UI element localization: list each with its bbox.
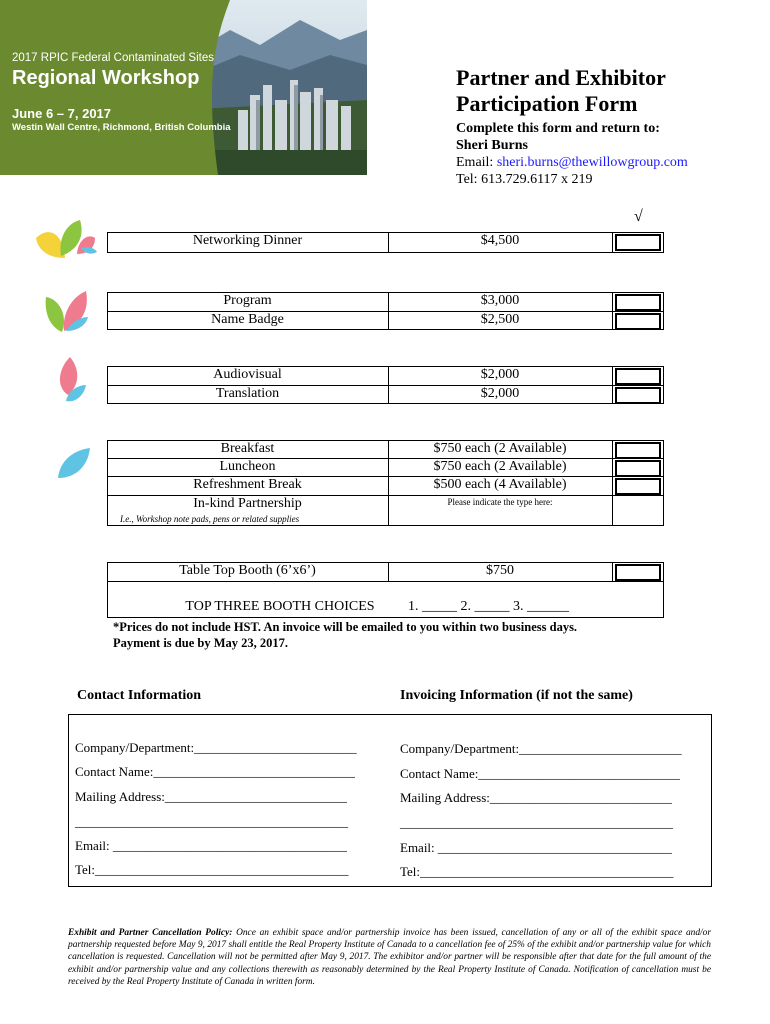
policy-label: Exhibit and Partner Cancellation Policy: bbox=[68, 928, 233, 938]
contact-email-link[interactable]: sheri.burns@thewillowgroup.com bbox=[496, 155, 688, 170]
inkind-example: I.e., Workshop note pads, pens or related supplies bbox=[120, 514, 300, 524]
booth-choices-label: TOP THREE BOOTH CHOICES bbox=[185, 599, 375, 614]
form-title-line2: Participation Form bbox=[456, 91, 638, 116]
networking-dinner-label: Networking Dinner bbox=[192, 233, 303, 248]
refreshment-price: $500 each (4 Available) bbox=[433, 477, 567, 492]
contact-email-field[interactable]: Email: ____________________________________ bbox=[75, 838, 347, 853]
breakfast-price: $750 each (2 Available) bbox=[433, 441, 567, 456]
banner-event-venue: Westin Wall Centre, Richmond, British Columbia bbox=[12, 122, 231, 133]
invoice-email-field[interactable]: Email: ____________________________________ bbox=[400, 840, 672, 855]
divider bbox=[612, 366, 613, 404]
name-badge-price: $2,500 bbox=[480, 312, 520, 327]
contact-address-line2-field[interactable]: __________________________________________ bbox=[75, 814, 348, 829]
divider bbox=[612, 232, 613, 253]
contact-company-field[interactable]: Company/Department:_________________________ bbox=[75, 740, 357, 755]
return-instruction: Complete this form and return to: bbox=[456, 121, 660, 136]
networking-dinner-price: $4,500 bbox=[480, 233, 520, 248]
leaf-pink-blue-icon bbox=[52, 355, 88, 405]
luncheon-price: $750 each (2 Available) bbox=[433, 459, 567, 474]
divider bbox=[107, 581, 664, 582]
name-badge-label: Name Badge bbox=[211, 312, 284, 327]
check-column-mark: √ bbox=[634, 208, 643, 225]
invoice-address-line2-field[interactable]: __________________________________________ bbox=[400, 815, 673, 830]
invoice-address-field[interactable]: Mailing Address:____________________________ bbox=[400, 790, 672, 805]
inkind-label: In-kind Partnership bbox=[193, 496, 302, 511]
email-label: Email: bbox=[456, 155, 497, 170]
contact-person: Sheri Burns bbox=[456, 138, 528, 153]
contact-tel-field[interactable]: Tel:_______________________________________ bbox=[75, 862, 349, 877]
inkind-note: Please indicate the type here: bbox=[447, 497, 553, 507]
banner-event-line: 2017 RPIC Federal Contaminated Sites bbox=[12, 52, 214, 64]
luncheon-checkbox[interactable] bbox=[615, 460, 661, 477]
contact-info-heading: Contact Information bbox=[77, 688, 202, 703]
hst-note: *Prices do not include HST. An invoice will be emailed to you within two business days. bbox=[113, 620, 578, 634]
contact-tel: Tel: 613.729.6117 x 219 bbox=[456, 172, 593, 187]
networking-dinner-checkbox[interactable] bbox=[615, 234, 661, 251]
refreshment-checkbox[interactable] bbox=[615, 478, 661, 495]
invoice-tel-field[interactable]: Tel:_______________________________________ bbox=[400, 864, 674, 879]
booth-checkbox[interactable] bbox=[615, 564, 661, 581]
invoice-name-field[interactable]: Contact Name:_______________________________ bbox=[400, 766, 680, 781]
program-checkbox[interactable] bbox=[615, 294, 661, 311]
cancellation-policy bbox=[68, 927, 711, 988]
workshop-banner bbox=[0, 0, 367, 175]
refreshment-label: Refreshment Break bbox=[193, 477, 302, 492]
contact-address-field[interactable]: Mailing Address:____________________________ bbox=[75, 789, 347, 804]
translation-label: Translation bbox=[215, 386, 280, 401]
audiovisual-label: Audiovisual bbox=[213, 367, 282, 382]
name-badge-checkbox[interactable] bbox=[615, 313, 661, 330]
leaf-pair-icon bbox=[42, 287, 90, 333]
breakfast-checkbox[interactable] bbox=[615, 442, 661, 459]
contact-email-line bbox=[456, 154, 688, 171]
banner-event-dates: June 6 – 7, 2017 bbox=[12, 106, 112, 121]
invoice-company-field[interactable]: Company/Department:_________________________ bbox=[400, 741, 682, 756]
program-label: Program bbox=[223, 293, 272, 308]
breakfast-label: Breakfast bbox=[220, 441, 275, 456]
luncheon-label: Luncheon bbox=[219, 459, 276, 474]
audiovisual-checkbox[interactable] bbox=[615, 368, 661, 385]
audiovisual-price: $2,000 bbox=[480, 367, 520, 382]
form-title-line1: Partner and Exhibitor bbox=[456, 65, 666, 90]
booth-price: $750 bbox=[486, 563, 514, 578]
translation-price: $2,000 bbox=[480, 386, 520, 401]
leaf-cluster-icon bbox=[33, 218, 99, 260]
divider bbox=[612, 562, 613, 581]
policy-text: Once an exhibit space and/or partnership invoice has been issued, cancellation of any or all of the exhibit space and/or partnership requested before May 9, 2017 shall entitle the Real Property Institute of Canada to a cancellation fee of 25% of the exhibit and/or partnership value for which cancellation is requested. Cancellation will not be permitted after May 9, 2017. The exhibitor and/or partner will be responsible after that date for the full amount of the exhibit and/or partnership value and any collections therewith as reasonably determined by the Real Property Institute of Canada. Notification of cancellation must be received by the Real Property Institute of Canada in written form. bbox=[68, 928, 711, 987]
translation-checkbox[interactable] bbox=[615, 387, 661, 404]
program-price: $3,000 bbox=[480, 293, 520, 308]
leaf-blue-icon bbox=[56, 446, 92, 482]
payment-due-note: Payment is due by May 23, 2017. bbox=[113, 636, 288, 650]
invoicing-info-heading: Invoicing Information (if not the same) bbox=[400, 688, 633, 703]
booth-label: Table Top Booth (6’x6’) bbox=[179, 563, 316, 578]
booth-choices-fields[interactable]: 1. _____ 2. _____ 3. ______ bbox=[408, 599, 569, 614]
divider bbox=[612, 292, 613, 330]
banner-event-title: Regional Workshop bbox=[12, 67, 200, 89]
contact-name-field[interactable]: Contact Name:_______________________________ bbox=[75, 764, 355, 779]
divider bbox=[612, 440, 613, 526]
